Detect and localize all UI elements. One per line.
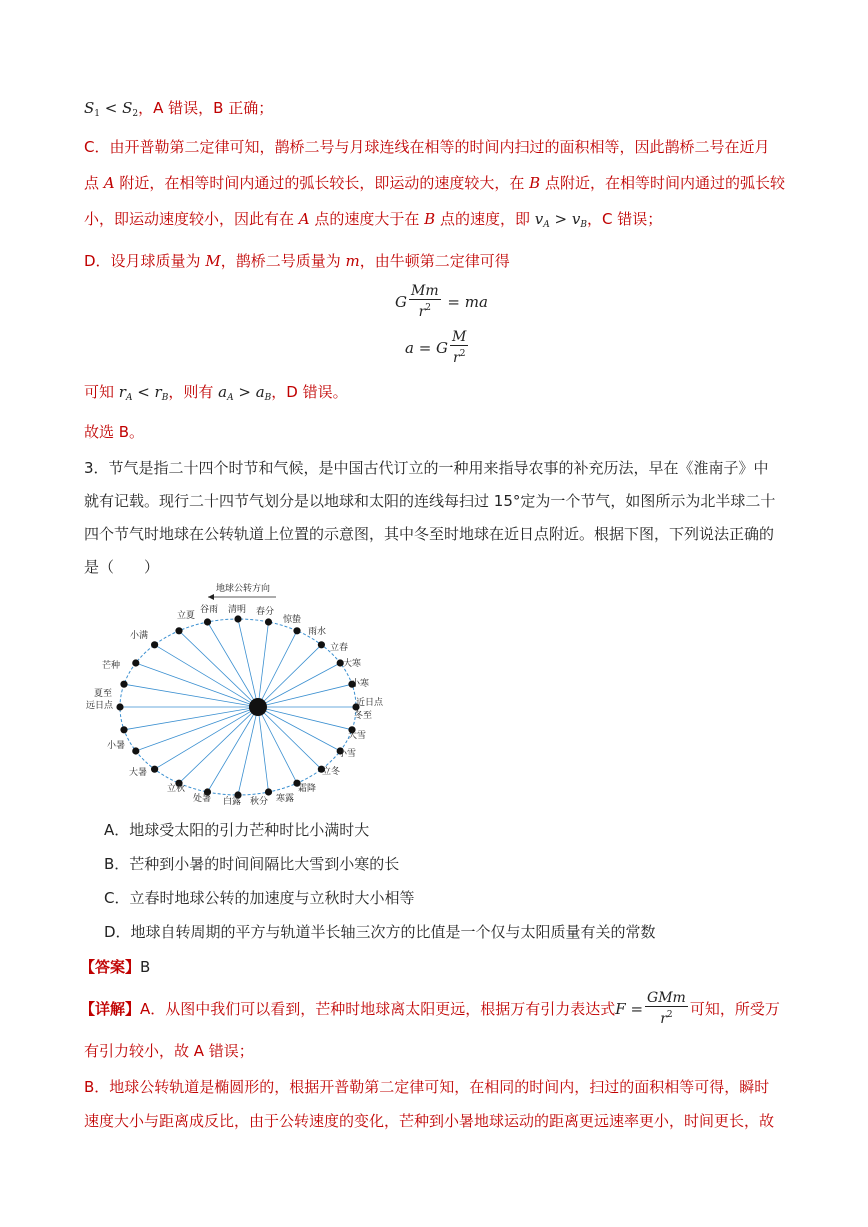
prev-answer: 故选 B。 xyxy=(84,423,145,441)
detail-tag: 【详解】 xyxy=(80,1000,141,1018)
label-aphelion: 远日点 xyxy=(86,701,114,711)
earth-position-dot xyxy=(151,766,158,773)
sun-earth-line xyxy=(258,707,297,783)
label-liqiu: 立秋 xyxy=(167,784,186,794)
text: 可知，所受万 xyxy=(689,1000,780,1018)
earth-position-dot xyxy=(265,618,272,625)
text: 点附近，在相等时间内通过的弧长较 xyxy=(540,174,785,192)
sun-earth-line xyxy=(258,684,352,707)
earth-position-dot xyxy=(204,618,211,625)
text: 小，即运动速度较小，因此有在 xyxy=(84,210,299,228)
earth-position-dot xyxy=(151,641,158,648)
sun-earth-line xyxy=(155,645,258,707)
label-perihelion: 近日点 xyxy=(356,698,384,708)
earth-position-dot xyxy=(293,627,300,634)
detail-line-3: B．地球公转轨道是椭圆形的，根据开普勒第二定律可知，在相同的时间内，扫过的面积相等可得，瞬时 xyxy=(84,1078,770,1096)
equation-1: G $\frac{Mm}{r^2}$ = ma xyxy=(395,283,488,320)
sun-earth-line xyxy=(258,645,321,707)
sun-earth-line xyxy=(136,663,258,707)
question3-line-3: 四个节气时地球在公转轨道上位置的示意图，其中冬至时地球在近日点附近。根据下图，下列说法正确的 xyxy=(84,525,775,543)
earth-position-dot xyxy=(120,681,127,688)
sun-earth-line xyxy=(258,707,321,769)
option-c-line-3 xyxy=(84,208,662,230)
answer-tag: 【答案】 xyxy=(80,958,141,976)
prev-conclusion-text: ，A 错误，B 正确； xyxy=(138,99,274,117)
label-xiaoxue: 小雪 xyxy=(338,749,357,759)
text: 可知 xyxy=(84,383,119,401)
text: ，由牛顿第二定律可得 xyxy=(359,252,510,270)
earth-position-dot xyxy=(175,627,182,634)
label-qingming: 清明 xyxy=(228,605,247,615)
option-d-conclusion xyxy=(84,381,348,403)
label-yushui: 雨水 xyxy=(308,627,327,637)
label-lixia: 立夏 xyxy=(177,611,196,621)
accel-inequality: $a_A > a_B$ xyxy=(218,383,272,403)
sun-earth-line xyxy=(258,663,340,707)
label-chunfen: 春分 xyxy=(256,607,275,617)
mass-m-symbol: M xyxy=(205,252,221,270)
text: 附近，在相等时间内通过的弧长较长，即运动的速度较大，在 xyxy=(114,174,530,192)
label-daxue: 大雪 xyxy=(348,731,367,741)
label-lichun: 立春 xyxy=(330,643,349,653)
answer-value: B xyxy=(140,958,151,976)
sun-earth-line xyxy=(258,622,269,707)
sun-earth-line xyxy=(258,707,269,792)
sun-earth-line xyxy=(238,707,258,795)
detail-line-2: 有引力较小，故 A 错误； xyxy=(84,1042,254,1060)
label-shuangjiang: 霜降 xyxy=(298,784,317,794)
choice-d: D．地球自转周期的平方与轨道半长轴三次方的比值是一个仅与太阳质量有关的常数 xyxy=(104,923,656,941)
choice-c: C．立春时地球公转的加速度与立秋时大小相等 xyxy=(104,889,415,907)
question3-line-4: 是（ ） xyxy=(84,558,160,576)
label-hanlu: 寒露 xyxy=(276,794,295,804)
text: ，鹊桥二号质量为 xyxy=(220,252,346,270)
option-c-line-1: C．由开普勒第二定律可知，鹊桥二号与月球连线在相等的时间内扫过的面积相等，因此鹊桥二号在近月 xyxy=(84,138,770,156)
question3-line-2: 就有记载。现行二十四节气划分是以地球和太阳的连线每扫过 15°定为一个节气，如图所示为北半球二十 xyxy=(84,492,776,510)
sun-earth-line xyxy=(136,707,258,751)
label-lidong: 立冬 xyxy=(322,767,341,777)
text: 点的速度大于在 xyxy=(309,210,425,228)
detail-line-4: 速度大小与距离成反比，由于公转速度的变化，芒种到小暑地球运动的距离更远速率更小，时间更长，故 xyxy=(84,1112,775,1130)
velocity-inequality: $v_A > v_B$ xyxy=(534,210,587,230)
earth-position-dot xyxy=(132,659,139,666)
sun-earth-line xyxy=(258,707,340,751)
label-jingzhe: 惊蛰 xyxy=(283,615,302,625)
point-b: B xyxy=(529,174,541,192)
sun-earth-line xyxy=(258,631,297,707)
earth-position-dot xyxy=(132,747,139,754)
radius-inequality: $r_A < r_B$ xyxy=(118,383,169,403)
gravitation-formula: F = $\frac{\text{GMm}}{r^2}$ xyxy=(615,990,686,1027)
label-xiazhi: 夏至 xyxy=(94,689,113,699)
point-b: B xyxy=(424,210,436,228)
label-dashu: 大暑 xyxy=(129,768,148,778)
mass-small-m-symbol: m xyxy=(345,252,360,270)
direction-label: 地球公转方向 xyxy=(215,584,271,594)
label-xiaoman: 小满 xyxy=(130,631,149,641)
choice-a: A．地球受太阳的引力芒种时比小满时大 xyxy=(104,821,370,839)
sun xyxy=(249,698,267,716)
text: ，D 错误。 xyxy=(271,383,348,401)
question3-line-1: 3．节气是指二十四个时节和气候，是中国古代订立的一种用来指导农事的补充历法，早在《淮南子》中 xyxy=(84,459,769,477)
detail-line-1 xyxy=(80,990,780,1027)
prev-conclusion-line xyxy=(84,97,273,119)
label-bailu: 白露 xyxy=(223,797,242,807)
label-dahan: 大寒 xyxy=(343,659,362,669)
earth-position-dot xyxy=(234,615,241,622)
label-dongzhi: 冬至 xyxy=(354,711,373,721)
option-c-line-2 xyxy=(84,172,785,193)
text: 点 xyxy=(84,174,104,192)
point-a: A xyxy=(103,174,115,192)
sun-earth-line xyxy=(238,619,258,707)
direction-arrow-head-icon xyxy=(208,594,214,600)
text: ，则有 xyxy=(168,383,219,401)
label-xiaohan: 小寒 xyxy=(351,679,370,689)
option-d-line-1 xyxy=(84,250,510,271)
s-comparison: $S_1 < S_2$ xyxy=(84,99,139,119)
text: A．从图中我们可以看到，芒种时地球离太阳更远，根据万有引力表达式 xyxy=(140,1000,616,1018)
label-mangzhong: 芒种 xyxy=(102,661,121,671)
label-xiaoshu: 小暑 xyxy=(107,741,126,751)
text: D．设月球质量为 xyxy=(84,252,206,270)
earth-position-dot xyxy=(265,788,272,795)
earth-position-dot xyxy=(318,641,325,648)
orbit-diagram xyxy=(80,578,400,810)
sun-earth-line xyxy=(208,707,259,792)
label-qiufen: 秋分 xyxy=(250,797,269,807)
answer-line xyxy=(80,956,150,977)
earth-position-dot xyxy=(120,726,127,733)
choice-b: B．芒种到小暑的时间间隔比大雪到小寒的长 xyxy=(104,855,400,873)
sun-earth-line xyxy=(208,622,259,707)
sun-earth-line xyxy=(258,707,352,730)
label-chushu: 处暑 xyxy=(193,794,212,804)
earth-position-dot xyxy=(116,703,123,710)
sun-earth-line xyxy=(155,707,258,769)
text: 点的速度，即 xyxy=(435,210,535,228)
text: ，C 错误； xyxy=(586,210,663,228)
label-guyu: 谷雨 xyxy=(200,605,219,615)
equation-2: a = G $\frac{M}{r^2}$ xyxy=(405,329,467,366)
point-a: A xyxy=(298,210,310,228)
